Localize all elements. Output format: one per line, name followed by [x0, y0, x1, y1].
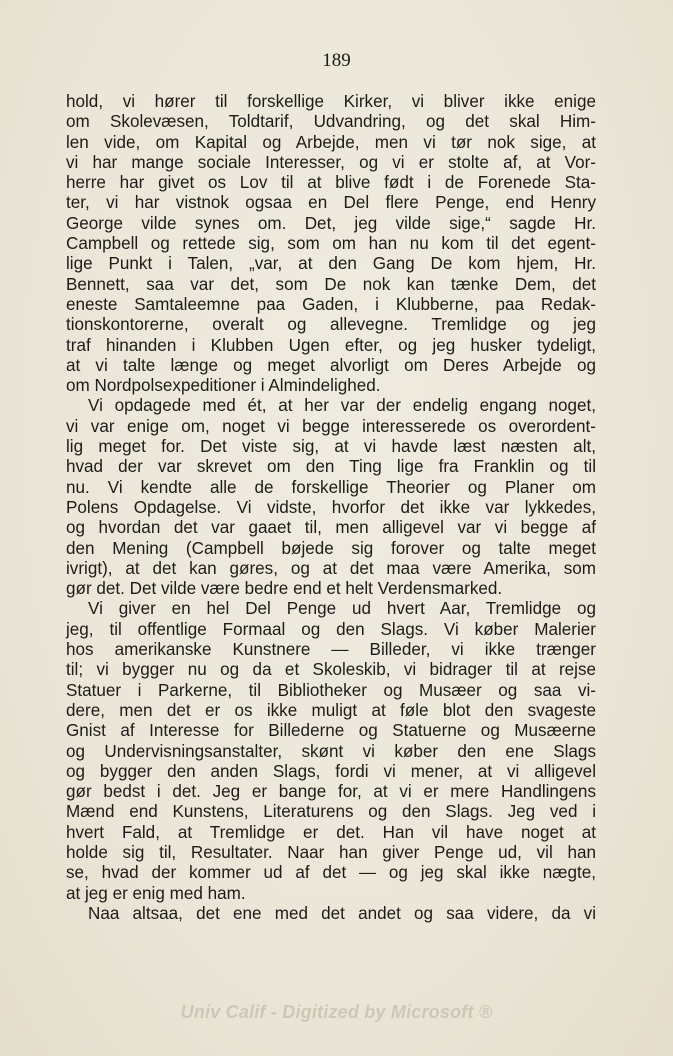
text-line: herre har givet os Lov til at blive født i de Forenede Sta- — [66, 173, 596, 193]
page-number: 189 — [322, 50, 351, 71]
text-line: vi var enige om, noget vi begge interesserede os overordent- — [66, 416, 596, 436]
text-line: hold, vi hører til forskellige Kirker, vi bliver ikke enige — [66, 92, 596, 111]
text-line: len vide, om Kapital og Arbejde, men vi tør nok sige, at — [66, 132, 596, 152]
text-line: ter, vi har vistnok ogsaa en Del flere Penge, end Henry — [66, 193, 596, 213]
digitization-watermark: Univ Calif - Digitized by Microsoft ® — [180, 1002, 493, 1022]
text-line: Campbell og rettede sig, som om han nu kom til det egent- — [66, 234, 596, 254]
text-line: George vilde synes om. Det, jeg vilde sige,“ sagde Hr. — [66, 213, 596, 233]
text-line: Gnist af Interesse for Billederne og Statuerne og Musæerne — [66, 721, 596, 741]
text-line: gør det. Det vilde være bedre end et helt Verdensmarked. — [66, 579, 503, 599]
text-line: og bygger den anden Slags, fordi vi mener, at vi alligevel — [66, 761, 596, 781]
text-line: gør bedst i det. Jeg er bange for, at vi er mere Handlingens — [66, 782, 596, 802]
text-line: Vi giver en hel Del Penge ud hvert Aar, Tremlidge og — [88, 599, 596, 619]
text-line: at jeg er enig med ham. — [66, 883, 246, 903]
text-line: tionskontorerne, overalt og allevegne. Tremlidge og jeg — [66, 315, 596, 335]
text-line: Polens Opdagelse. Vi vidste, hvorfor det ikke var lykkedes, — [66, 497, 596, 517]
text-line: lig meget for. Det viste sig, at vi havde læst næsten alt, — [66, 437, 596, 457]
text-line: Naa altsaa, det ene med det andet og saa videre, da vi — [88, 903, 596, 923]
text-line: og Undervisningsanstalter, skønt vi køber den ene Slags — [66, 741, 596, 761]
text-line: hvert Fald, at Tremlidge er det. Han vil have noget at — [66, 822, 596, 842]
text-line: til; vi bygger nu og da et Skoleskib, vi bidrager til at rejse — [66, 660, 596, 680]
text-line: Bennett, saa var det, som De nok kan tænke Dem, det — [66, 274, 596, 294]
text-line: eneste Samtaleemne paa Gaden, i Klubberne, paa Redak- — [66, 294, 596, 314]
page-body-text — [66, 92, 596, 924]
text-line: Mænd end Kunstens, Literaturens og den Slags. Jeg ved i — [66, 802, 596, 822]
text-line: om Skolevæsen, Toldtarif, Udvandring, og det skal Him- — [66, 112, 596, 132]
text-line: Vi opdagede med ét, at her var der endelig engang noget, — [88, 396, 596, 416]
text-line: hvad der var skrevet om den Ting lige fra Franklin og til — [66, 457, 596, 477]
text-line: holde sig til, Resultater. Naar han giver Penge ud, vil han — [66, 842, 596, 862]
text-line: jeg, til offentlige Formaal og den Slags. Vi køber Malerier — [66, 619, 596, 639]
text-line: og hvordan det var gaaet til, men alligevel var vi begge af — [66, 518, 596, 538]
text-line: dere, men det er os ikke muligt at føle blot den svageste — [66, 700, 596, 720]
text-line: hos amerikanske Kunstnere — Billeder, vi ikke trænger — [66, 640, 596, 660]
text-line: se, hvad der kommer ud af det — og jeg skal ikke nægte, — [66, 863, 596, 883]
text-line: Statuer i Parkerne, til Bibliotheker og Musæer og saa vi- — [66, 680, 596, 700]
text-line: ivrigt), at det kan gøres, og at det maa være Amerika, som — [66, 558, 596, 578]
text-line: at vi talte længe og meget alvorligt om Deres Arbejde og — [66, 355, 596, 375]
text-line: nu. Vi kendte alle de forskellige Theorier og Planer om — [66, 477, 596, 497]
text-line: om Nordpolsexpeditioner i Almindelighed. — [66, 376, 381, 396]
text-line: traf hinanden i Klubben Ugen efter, og jeg husker tydeligt, — [66, 335, 596, 355]
text-line: vi har mange sociale Interesser, og vi er stolte af, at Vor- — [66, 152, 596, 172]
text-line: lige Punkt i Talen, „var, at den Gang De kom hjem, Hr. — [66, 254, 596, 274]
text-line: den Mening (Campbell bøjede sig forover og talte meget — [66, 538, 596, 558]
